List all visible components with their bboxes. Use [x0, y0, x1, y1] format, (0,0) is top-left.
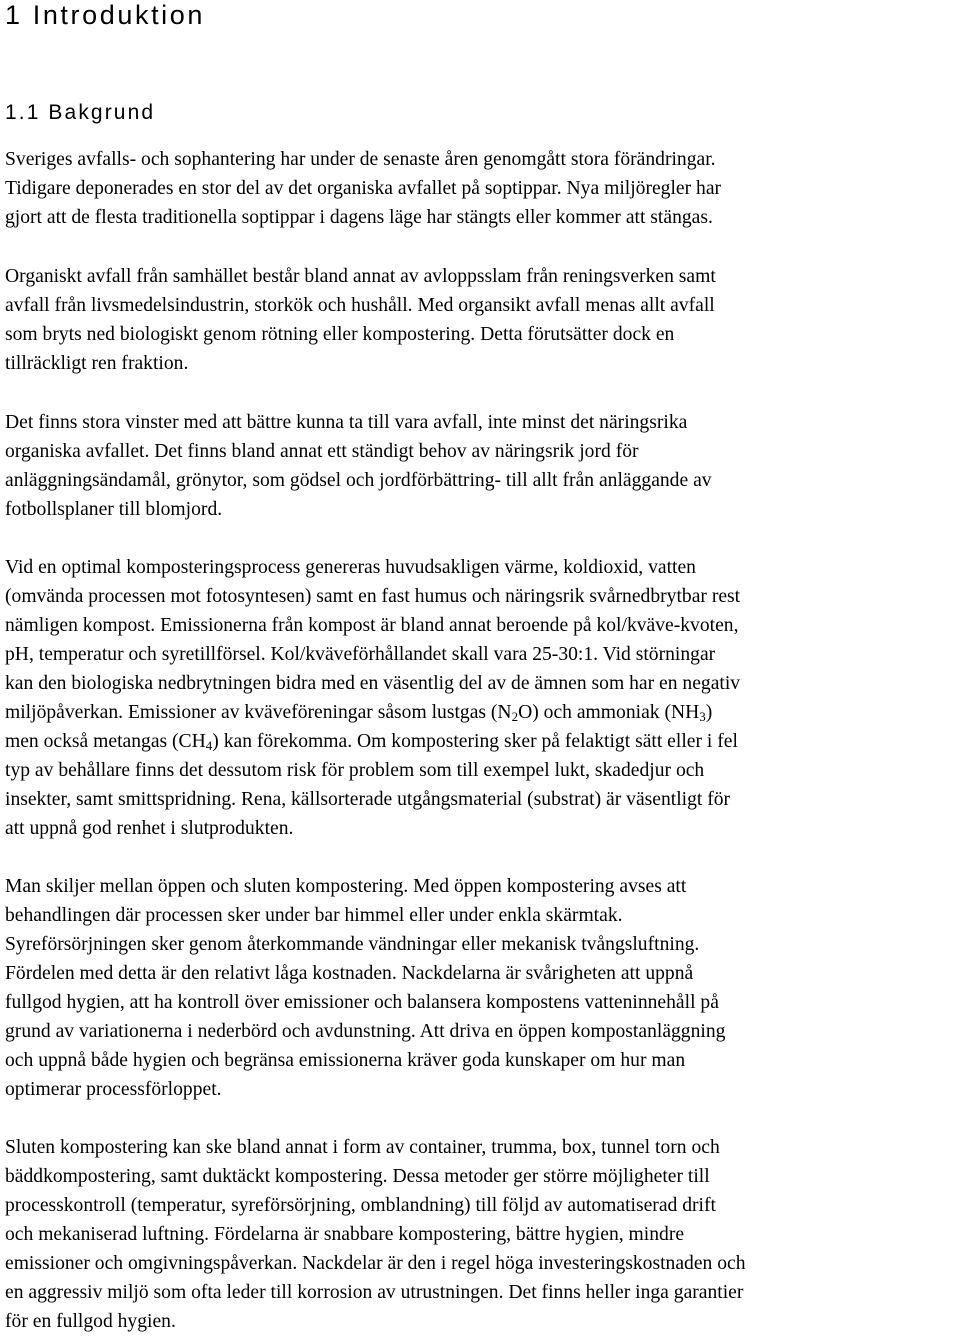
text-line: (omvända processen mot fotosyntesen) samt en fast humus och näringsrik svårnedbrytbar rest: [5, 586, 741, 607]
text-line: Organiskt avfall från samhället består bland annat av avloppsslam från reningsverken samt: [5, 266, 716, 287]
text-line: Syreförsörjningen sker genom återkommande vändningar eller mekanisk tvångsluftning.: [5, 934, 700, 955]
text-line: en aggressiv miljö som ofta leder till korrosion av utrustningen. Det finns heller inga garantier: [5, 1282, 744, 1303]
text-line: Sluten kompostering kan ske bland annat i form av container, trumma, box, tunnel torn och: [5, 1137, 720, 1158]
chapter-heading: 1 Introduktion: [5, 0, 206, 30]
text-line: fotbollsplaner till blomjord.: [5, 499, 223, 520]
paragraph-3: [5, 408, 955, 524]
text-line: anläggningsändamål, grönytor, som gödsel och jordförbättring- till allt från anläggande av: [5, 470, 712, 491]
text-line: gjort att de flesta traditionella soptippar i dagens läge har stängts eller kommer att stängas.: [5, 207, 713, 228]
text-fragment: ) kan förekomma. Om kompostering sker på felaktigt sätt eller i fel: [212, 731, 738, 752]
text-fragment: men också metangas (CH: [5, 731, 206, 752]
text-line: tillräckligt ren fraktion.: [5, 353, 189, 374]
paragraph-5: [5, 872, 955, 1104]
text-line: Fördelen med detta är den relativt låga kostnaden. Nackdelarna är svårigheten att uppnå: [5, 963, 694, 984]
text-fragment: O) och ammoniak (NH: [518, 702, 700, 723]
text-line: emissioner och omgivningspåverkan. Nackdelar är den i regel höga investeringskostnaden och: [5, 1253, 746, 1274]
text-line: och mekaniserad luftning. Fördelarna är snabbare kompostering, bättre hygien, mindre: [5, 1224, 685, 1245]
paragraph-4: [5, 553, 955, 843]
text-line: och uppnå både hygien och begränsa emissionerna kräver goda kunskaper om hur man: [5, 1050, 686, 1071]
subscript: 2: [511, 709, 519, 724]
text-line: bäddkompostering, samt duktäckt kompostering. Dessa metoder ger större möjligheter till: [5, 1166, 710, 1187]
text-line: processkontroll (temperatur, syreförsörjning, omblandning) till följd av automatiserad drift: [5, 1195, 716, 1216]
text-line: att uppnå god renhet i slutprodukten.: [5, 818, 294, 839]
paragraph-6: [5, 1133, 955, 1336]
text-line: fullgod hygien, att ha kontroll över emissioner och balansera kompostens vatteninnehåll på: [5, 992, 719, 1013]
text-line: [5, 727, 955, 756]
text-line: Tidigare deponerades en stor del av det organiska avfallet på soptippar. Nya miljöregler har: [5, 178, 722, 199]
text-line: behandlingen där processen sker under bar himmel eller under enkla skärmtak.: [5, 905, 623, 926]
text-line: Man skiljer mellan öppen och sluten kompostering. Med öppen kompostering avses att: [5, 876, 687, 897]
text-line: insekter, samt smittspridning. Rena, källsorterade utgångsmaterial (substrat) är väsentligt för: [5, 789, 731, 810]
text-line: Vid en optimal komposteringsprocess genereras huvudsakligen värme, koldioxid, vatten: [5, 557, 696, 578]
text-line: grund av variationerna i nederbörd och avdunstning. Att driva en öppen kompostanläggning: [5, 1021, 726, 1042]
section-heading: 1.1 Bakgrund: [5, 101, 156, 124]
text-line: typ av behållare finns det dessutom risk för problem som till exempel lukt, skadedjur och: [5, 760, 705, 781]
text-line: [5, 698, 955, 727]
text-line: kan den biologiska nedbrytningen bidra med en väsentlig del av de ämnen som har en negativ: [5, 673, 741, 694]
subscript: 4: [205, 738, 213, 753]
text-line: Sveriges avfalls- och sophantering har under de senaste åren genomgått stora förändringar.: [5, 149, 716, 170]
text-line: som bryts ned biologiskt genom rötning eller kompostering. Detta förutsätter dock en: [5, 324, 675, 345]
text-line: pH, temperatur och syretillförsel. Kol/kväveförhållandet skall vara 25-30:1. Vid störningar: [5, 644, 716, 665]
text-fragment: ): [705, 702, 713, 723]
text-line: för en fullgod hygien.: [5, 1311, 176, 1332]
text-line: avfall från livsmedelsindustrin, storkök och hushåll. Med organsikt avfall menas allt avfall: [5, 295, 715, 316]
subscript: 3: [699, 709, 706, 724]
text-line: optimerar processförloppet.: [5, 1079, 222, 1100]
text-line: organiska avfallet. Det finns bland annat ett ständigt behov av näringsrik jord för: [5, 441, 639, 462]
text-fragment: miljöpåverkan. Emissioner av kväveföreningar såsom lustgas (N: [5, 702, 512, 723]
text-line: nämligen kompost. Emissionerna från kompost är bland annat beroende på kol/kväve-kvoten,: [5, 615, 739, 636]
paragraph-1: [5, 145, 955, 232]
text-line: Det finns stora vinster med att bättre kunna ta till vara avfall, inte minst det näringsrika: [5, 412, 688, 433]
paragraph-2: [5, 262, 955, 378]
